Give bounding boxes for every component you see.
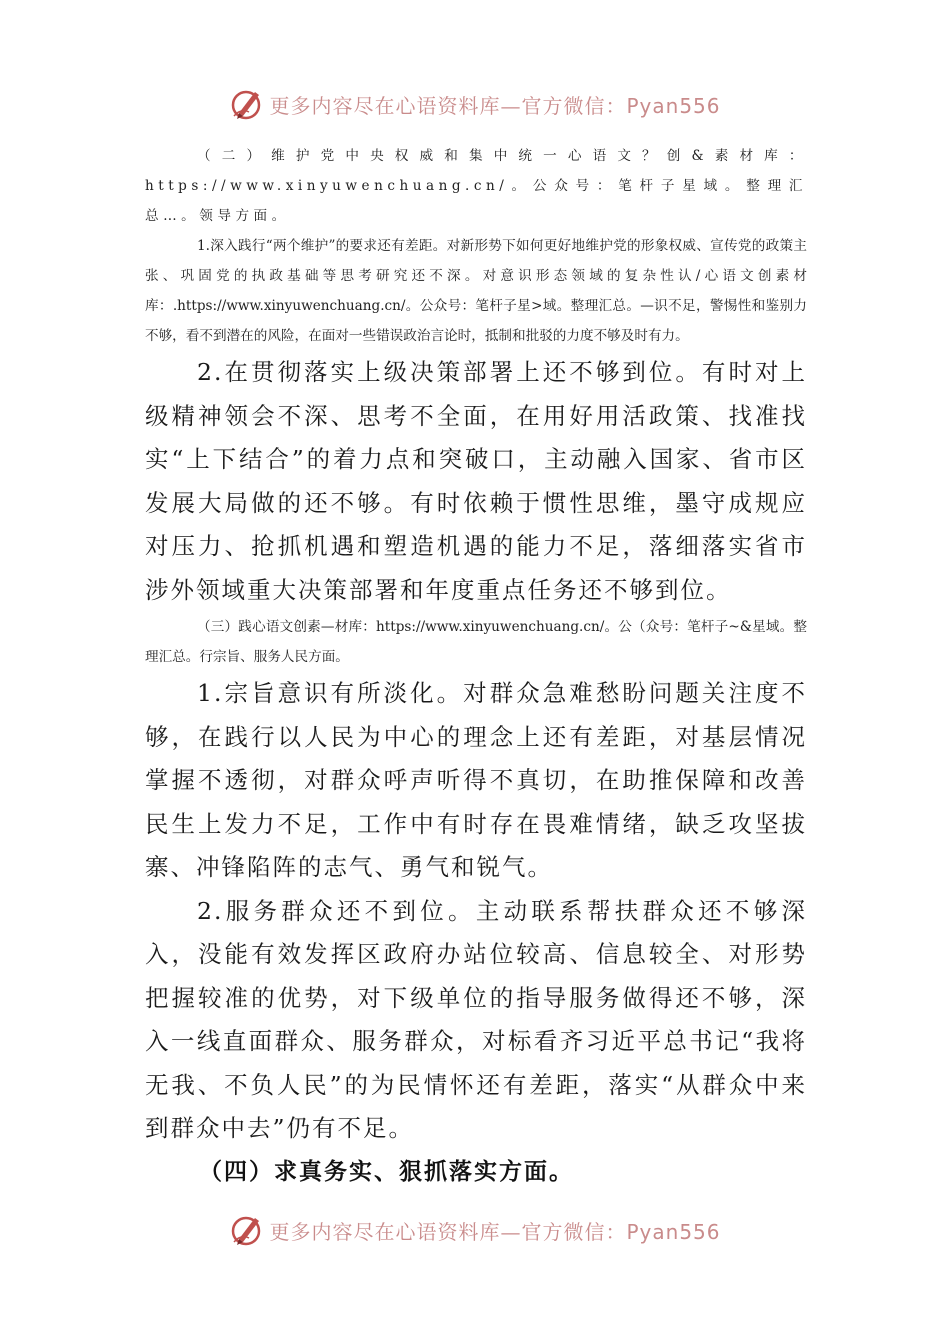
paragraph-3-1: 1.宗旨意识有所淡化。对群众急难愁盼问题关注度不够，在践行以人民为中心的理念上还有差距，对基层情况掌握不透彻，对群众呼声听得不真切，在助推保障和改善民生上发力不足，工作中有时存在畏难情绪，缺乏攻坚拔寨、冲锋陷阵的志气、勇气和锐气。 [145,679,807,881]
paragraph-2-1: 1.深入践行“两个维护”的要求还有差距。对新形势下如何更好地维护党的形象权威、宣传党的政策主张、巩固党的执政基础等思考研究还不深。对意识形态领域的复杂性认/心语文创素材库：.https://www.xinyuwenchuang.cn/。公众号：笔杆子星>域。整理汇总。—识不足，警惕性和鉴别力不够，看不到潜在的风险，在面对一些错误政治言论时，抵制和批驳的力度不够及时有力。 [145,238,807,344]
footer-banner [0,1210,950,1250]
pen-logo-icon [229,86,265,122]
pen-logo-icon [229,1212,265,1248]
section-2-heading: （二）维护党中央权威和集中统一心语文？创&素材库：https://www.xinyuwenchuang.cn/。公众号：笔杆子星域。整理汇总…。领导方面。 [145,148,807,224]
document-body [145,141,807,1194]
banner-text: 更多内容尽在心语资料库—官方微信：Pyan556 [269,1219,721,1244]
wechat-id: Pyan556 [626,1219,721,1244]
section-4-heading: （四）求真务实、狠抓落实方面。 [199,1158,574,1185]
section-3-heading: （三）践心语文创素—材库：https://www.xinyuwenchuang.cn/。公（众号：笔杆子~&星域。整理汇总。行宗旨、服务人民方面。 [145,619,807,665]
header-banner [0,84,950,124]
paragraph-2-2: 2.在贯彻落实上级决策部署上还不够到位。有时对上级精神领会不深、思考不全面，在用好用活政策、找准找实“上下结合”的着力点和突破口，主动融入国家、省市区发展大局做的还不够。有时依赖于惯性思维，墨守成规应对压力、抢抓机遇和塑造机遇的能力不足，落细落实省市涉外领域重大决策部署和年度重点任务还不够到位。 [145,358,807,604]
paragraph-3-2: 2.服务群众还不到位。主动联系帮扶群众还不够深入，没能有效发挥区政府办站位较高、信息较全、对形势把握较准的优势，对下级单位的指导服务做得还不够，深入一线直面群众、服务群众，对标看齐习近平总书记“我将无我、不负人民”的为民情怀还有差距，落实“从群众中来到群众中去”仍有不足。 [145,896,807,1142]
banner-text: 更多内容尽在心语资料库—官方微信：Pyan556 [269,93,721,118]
wechat-id: Pyan556 [626,93,721,118]
